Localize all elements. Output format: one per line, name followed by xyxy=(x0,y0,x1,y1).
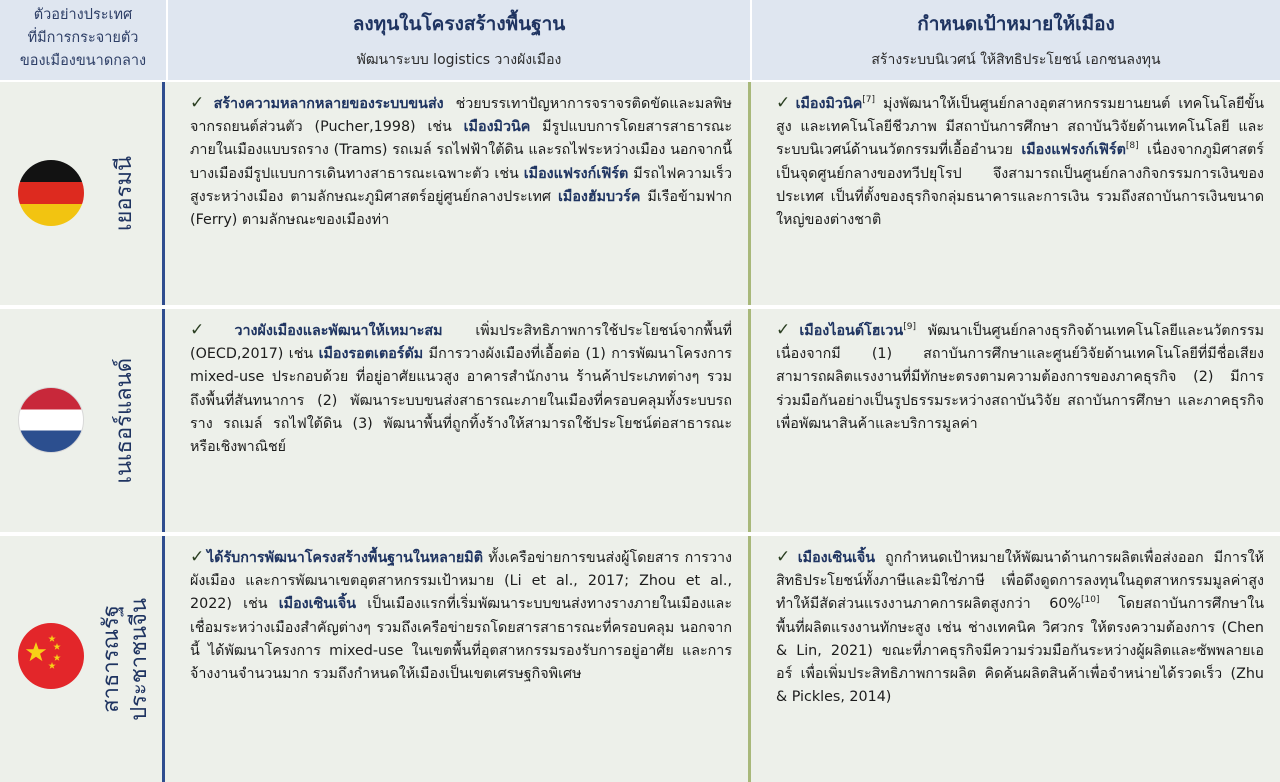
header-infrastructure-column xyxy=(168,0,750,80)
body-text: ช่วยบรรเทาปัญหาการจราจรติดขัดและมลพิษจากรถยนต์ส่วนตัว (Pucher,1998) เช่น xyxy=(190,96,732,136)
country-name xyxy=(98,598,154,721)
infrastructure-cell xyxy=(190,92,732,232)
highlight-text: เมืองรอตเตอร์ดัม xyxy=(318,346,424,363)
body-text: มุ่งพัฒนาให้เป็นศูนย์กลางอุตสาหกรรมยานยนต์ เทคโนโลยีขั้นสูง และเทคโนโลยีชีวภาพ มีสถาบันการศึกษา สถาบันวิจัยด้านเทคโนโลยี และระบบนิเวศน์ด้านนวัตกรรมที่เอื้ออำนวย xyxy=(776,96,1265,159)
body-text: ทั้งเครือข่ายการขนส่งผู้โดยสาร การวางผังเมือง และการพัฒนาเขตอุตสาหกรรมเป้าหมาย (Li et al., 2017; Zhou et al., 2022) เช่น xyxy=(190,550,732,613)
check-icon: ✓ xyxy=(190,93,212,113)
column-divider xyxy=(162,536,165,782)
country-name: เยอรมนี xyxy=(112,156,137,231)
country-name-line: สาธารณรัฐ xyxy=(99,605,124,713)
country-name-cell xyxy=(100,82,150,305)
germany-flag-icon xyxy=(18,160,84,226)
highlight-text: เมืองแฟรงก์เฟิร์ต xyxy=(1021,142,1126,159)
infrastructure-cell xyxy=(190,546,732,686)
country-cell xyxy=(0,536,160,782)
header-infrastructure-subtitle: พัฒนาระบบ logistics วางผังเมือง xyxy=(356,52,562,68)
infrastructure-cell xyxy=(190,319,732,459)
target-cell xyxy=(776,92,1264,232)
netherlands-flag-icon xyxy=(18,387,84,453)
highlight-text: เมืองไอนด์โฮเวน xyxy=(799,323,904,339)
header-target-title: กำหนดเป้าหมายให้เมือง xyxy=(917,13,1115,35)
country-name: เนเธอร์แลนด์ xyxy=(112,357,137,484)
country-cell xyxy=(0,82,160,305)
target-cell xyxy=(776,546,1264,709)
highlight-text: เมืองเซินเจิ้น xyxy=(278,596,357,613)
column-divider xyxy=(162,309,165,532)
country-name-cell xyxy=(100,309,150,532)
china-flag-icon xyxy=(18,623,84,689)
check-icon: ✓ xyxy=(776,320,798,340)
body-text: มีรูปแบบการโดยสารสาธารณะภายในเมืองแบบรถราง (Trams) รถเมล์ รถไฟฟ้าใต้ดิน และรถไฟระหว่างเมือง นอกจากนี้ บางเมืองมีรูปแบบการเดินทางสาธารณะเฉพาะตัว เช่น xyxy=(190,119,732,182)
highlight-text: เมืองฮัมบวร์ค xyxy=(558,188,641,205)
body-text: มีรถไฟความเร็วสูงระหว่างเมือง ตามลักษณะภูมิศาสตร์อยู่ศูนย์กลางประเทศ xyxy=(190,165,732,205)
country-name-line: ประชาชนจีน xyxy=(127,597,152,721)
highlight-text: สร้างความหลากหลายของระบบขนส่ง xyxy=(213,96,444,112)
header-country-line: ของเมืองขนาดกลาง xyxy=(19,53,147,69)
highlight-text: เมืองมิวนิค xyxy=(795,96,863,112)
column-divider xyxy=(748,536,751,782)
body-text: ถูกกำหนดเป้าหมายให้พัฒนาด้านการผลิตเพื่อส่งออก มีการให้สิทธิประโยชน์ทั้งภาษีและมิใช่ภาษี เพื่อดึงดูดการลงทุนในอุตสาหกรรมมูลค่าสูง ทำให้มีสัดส่วนแรงงานภาคการผลิตสูงกว่า 60% xyxy=(776,550,1264,613)
citation-ref: [8] xyxy=(1125,141,1139,152)
body-text: เพิ่มประสิทธิภาพการใช้ประโยชน์จากพื้นที่ (OECD,2017) เช่น xyxy=(190,323,732,363)
header-country-column xyxy=(0,0,166,80)
column-divider xyxy=(162,82,165,305)
check-icon: ✓ xyxy=(190,320,233,340)
citation-ref: [7] xyxy=(862,95,876,106)
target-cell xyxy=(776,319,1264,436)
column-divider xyxy=(748,309,751,532)
highlight-text: วางผังเมืองและพัฒนาให้เหมาะสม xyxy=(234,323,443,339)
body-text: เป็นเมืองแรกที่เริ่มพัฒนาระบบขนส่งทางรางภายในเมืองและเชื่อมระหว่างเมืองสำคัญต่างๆ รวมถึงเครือข่ายรถโดยสารสาธารณะที่ครอบคลุม นอกจากนี้ ได้พัฒนาโครงการ mixed-use ในเขตพื้นที่อุตสาหกรรมรองรับการอยู่อาศัย และการจ้างงานจำนวนมาก รวมถึงกำหนดให้เมืองเป็นเขตเศรษฐกิจพิเศษ xyxy=(190,596,733,683)
citation-ref: [9] xyxy=(903,322,916,333)
header-divider xyxy=(750,0,752,80)
column-divider xyxy=(748,82,751,305)
body-text: เนื่องจากภูมิศาสตร์เป็นจุดศูนย์กลางของทวีปยุโรป จึงสามารถเป็นศูนย์กลางกิจกรรมการเงินของประเทศ เป็นที่ตั้งของธุรกิจกลุ่มธนาคารและการเงิน รวมถึงสถาบันการเงินขนาดใหญ่ของต่างชาติ xyxy=(776,142,1264,229)
body-text: พัฒนาเป็นศูนย์กลางธุรกิจด้านเทคโนโลยีและนวัตกรรม เนื่องจากมี (1) สถาบันการศึกษาและศูนย์วิจัยด้านเทคโนโลยีที่มีชื่อเสียง สามารถผลิตแรงงานที่มีทักษะตรงตามความต้องการของภาคธุรกิจ (2) มีการร่วมมือกันอย่างเป็นรูปธรรมระหว่างสถาบันวิจัย สถาบันการศึกษา และภาคธุรกิจ เพื่อพัฒนาสินค้าและบริการมูลค่า xyxy=(776,323,1265,432)
highlight-text: เมืองแฟรงก์เฟิร์ต xyxy=(523,165,629,182)
check-icon: ✓ xyxy=(190,547,205,567)
check-icon: ✓ xyxy=(776,547,796,567)
table-row-germany xyxy=(0,82,1280,305)
body-text: มีเรือข้ามฟาก (Ferry) ตามลักษณะของเมืองท่า xyxy=(190,188,733,229)
header-infrastructure-title: ลงทุนในโครงสร้างพื้นฐาน xyxy=(352,13,566,35)
table-row-netherlands xyxy=(0,309,1280,532)
body-text: โดยสถาบันการศึกษาในพื้นที่ผลิตแรงงานทักษะสูง เช่น ช่างเทคนิค วิศวกร ให้ตรงความต้องการ (Chen & Lin, 2021) ขณะที่ภาคธุรกิจมีความร่วมมือกันระหว่างผู้ผลิตและซัพพลายเออร์ เพื่อเพิ่มประสิทธิภาพการผลิต คิดค้นผลิตสินค้าเพื่อจำหน่ายได้รวดเร็ว (Zhu & Pickles, 2014) xyxy=(776,596,1264,706)
country-cell xyxy=(0,309,160,532)
body-text: มีการวางผังเมืองที่เอื้อต่อ (1) การพัฒนาโครงการ mixed-use ประกอบด้วย ที่อยู่อาศัยแนวสูง อาคารสำนักงาน ร้านค้าประเภทต่างๆ รวมถึงพื้นที่สันทนาการ (2) พัฒนาระบบขนส่งสาธารณะภายในเมืองที่ครอบคลุมทั้งระบบรถราง รถเมล์ รถไฟใต้ดิน (3) พัฒนาพื้นที่ถูกทิ้งร้างให้สามารถใช้ประโยชน์ต่อสาธารณะหรือเชิงพาณิชย์ xyxy=(190,346,732,456)
header-target-column xyxy=(752,0,1280,80)
china-flag-stars xyxy=(18,623,84,689)
header-country-line: ตัวอย่างประเทศ xyxy=(33,7,133,23)
country-name-cell xyxy=(96,536,156,782)
header-target-subtitle: สร้างระบบนิเวศน์ ให้สิทธิประโยชน์ เอกชนลงทุน xyxy=(871,52,1161,68)
check-icon: ✓ xyxy=(776,93,794,113)
highlight-text: เมืองเซินเจิ้น xyxy=(797,550,876,566)
header-divider xyxy=(166,0,168,80)
table-row-china xyxy=(0,536,1280,782)
highlight-text: ได้รับการพัฒนาโครงสร้างพื้นฐานในหลายมิติ xyxy=(206,550,483,566)
citation-ref: [10] xyxy=(1081,595,1100,606)
header-country-line: ที่มีการกระจายตัว xyxy=(27,30,139,46)
highlight-text: เมืองมิวนิค xyxy=(463,119,531,136)
